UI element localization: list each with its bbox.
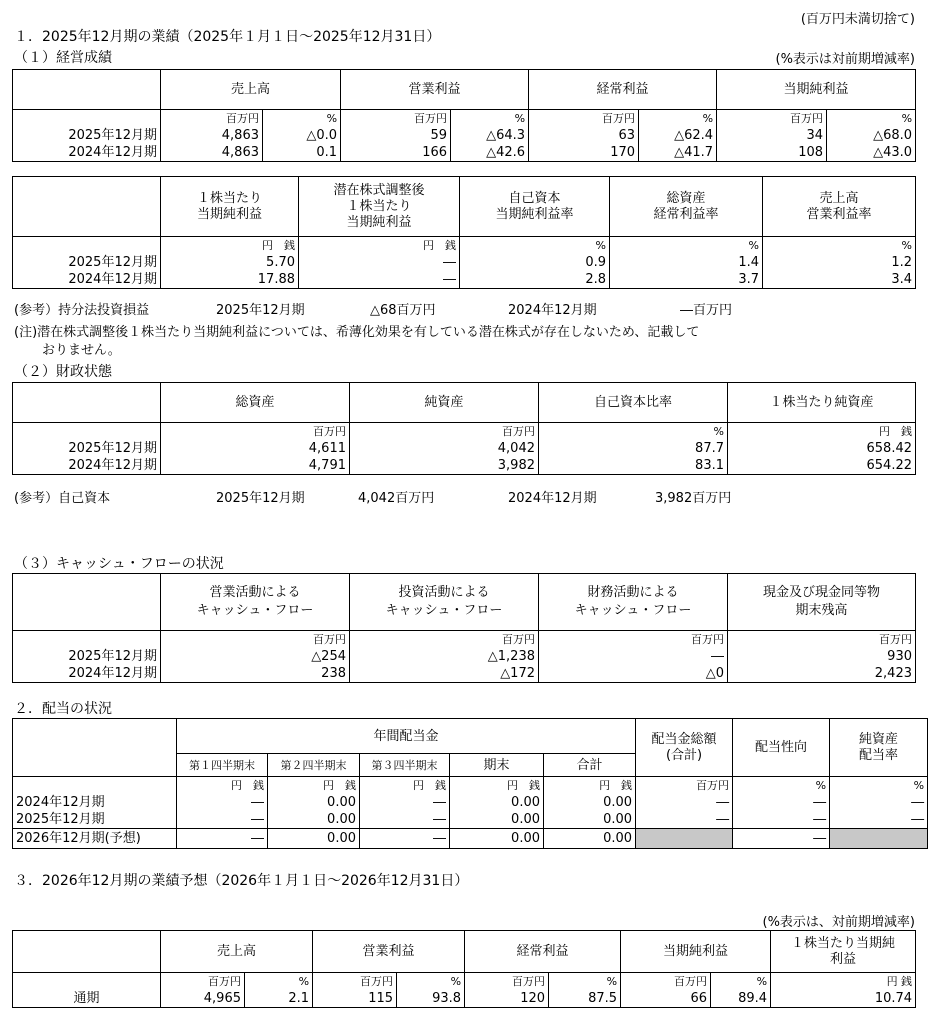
row-label: 2024年12月期: [13, 271, 161, 289]
header-blank: [13, 70, 161, 110]
unit: %: [733, 777, 830, 795]
cell: ―: [733, 811, 830, 829]
financial-position-table: [12, 382, 916, 475]
cell: △1,238: [350, 648, 539, 665]
row-label: 2026年12月期(予想): [13, 829, 177, 849]
header-operating-income: 営業利益: [341, 70, 529, 110]
header-diluted-eps: 潜在株式調整後 １株当たり 当期純利益: [299, 177, 460, 237]
header-investing-cf: 投資活動による キャッシュ・フロー: [350, 574, 539, 631]
row-label: 2024年12月期: [13, 144, 161, 162]
cell: 0.00: [544, 811, 636, 829]
forecast-table: [12, 930, 916, 1008]
cell: 0.00: [268, 829, 360, 849]
cell: 4,611: [161, 440, 350, 457]
section-1-1-title: （１）経営成績: [14, 50, 112, 66]
row-label: 2025年12月期: [13, 127, 161, 144]
header-q1: 第１四半期末: [177, 754, 268, 777]
ref-equity-period2: 2024年12月期: [508, 491, 597, 506]
cell: 17.88: [161, 271, 299, 289]
header-annual-dividend: 年間配当金: [177, 719, 636, 754]
header-total-dividend: 配当金総額 (合計): [636, 719, 733, 777]
cell: △62.4: [639, 127, 717, 144]
cash-flow-table: [12, 573, 916, 683]
cell: 0.00: [450, 829, 544, 849]
row-label: 2025年12月期: [13, 440, 161, 457]
header-net-assets: 純資産: [350, 383, 539, 423]
cell: 34: [717, 127, 827, 144]
header-operating-income: 営業利益: [313, 931, 465, 973]
header-dividend-on-equity: 純資産 配当率: [830, 719, 928, 777]
cell: △254: [161, 648, 350, 665]
cell: ―: [299, 271, 460, 289]
unit: 百万円: [350, 631, 539, 649]
cell: ―: [830, 794, 928, 811]
section-3-note: (%表示は、対前期増減率): [762, 915, 915, 930]
cell: 170: [529, 144, 639, 162]
header-payout-ratio: 配当性向: [733, 719, 830, 777]
table-row: [13, 440, 916, 457]
cell: ―: [539, 648, 728, 665]
row-label: 2024年12月期: [13, 457, 161, 475]
unit: 百万円: [728, 631, 916, 649]
cell: △64.3: [451, 127, 529, 144]
cell: 0.1: [263, 144, 341, 162]
dividend-table: [12, 718, 928, 849]
cell: 4,863: [161, 144, 263, 162]
cell: 115: [313, 990, 397, 1008]
note-line-2: おりません。: [42, 343, 121, 358]
unit: %: [263, 110, 341, 128]
cell: ―: [177, 811, 268, 829]
note-line-1: (注)潜在株式調整後１株当たり当期純利益については、希薄化効果を有している潜在株式が存在しないため、記載して: [14, 325, 700, 340]
unit: 百万円: [636, 777, 733, 795]
unit: %: [827, 110, 916, 128]
header-operating-cf: 営業活動による キャッシュ・フロー: [161, 574, 350, 631]
cell: 87.5: [549, 990, 621, 1008]
cell: 93.8: [397, 990, 465, 1008]
cell: ―: [177, 794, 268, 811]
header-op-margin: 売上高 営業利益率: [763, 177, 916, 237]
unit: 百万円: [161, 631, 350, 649]
cell: △172: [350, 665, 539, 683]
ref-equity-method-period2: 2024年12月期: [508, 303, 597, 318]
unit: 百万円: [350, 423, 539, 441]
section-1-1-note: (%表示は対前期増減率): [775, 52, 915, 67]
unit: %: [830, 777, 928, 795]
header-year-end: 期末: [450, 754, 544, 777]
cell: △68.0: [827, 127, 916, 144]
unit: 円 銭: [299, 237, 460, 255]
unit: 円 銭: [161, 237, 299, 255]
table-row: [13, 144, 916, 162]
cell: 2,423: [728, 665, 916, 683]
cell: 2.1: [245, 990, 313, 1008]
cell: 3,982: [350, 457, 539, 475]
cell: 0.00: [450, 794, 544, 811]
header-total-assets: 総資産: [161, 383, 350, 423]
unit: 円 銭: [450, 777, 544, 795]
cell: 0.00: [450, 811, 544, 829]
cell: ―: [636, 794, 733, 811]
cell: 658.42: [728, 440, 916, 457]
cell: 4,965: [161, 990, 245, 1008]
header-q2: 第２四半期末: [268, 754, 360, 777]
cell: △42.6: [451, 144, 529, 162]
header-net-income: 当期純利益: [717, 70, 916, 110]
cell: ―: [733, 794, 830, 811]
ref-equity-method-value2: ―百万円: [680, 303, 733, 318]
unit: 百万円: [539, 631, 728, 649]
cell: 66: [621, 990, 711, 1008]
cell: 2.8: [460, 271, 610, 289]
cell: △43.0: [827, 144, 916, 162]
cell: 0.00: [544, 829, 636, 849]
table-row: [13, 254, 916, 271]
cell: ―: [177, 829, 268, 849]
unit: %: [460, 237, 610, 255]
header-total: 合計: [544, 754, 636, 777]
cell: 10.74: [771, 990, 916, 1008]
cell: 1.2: [763, 254, 916, 271]
ref-equity-method-value1: △68百万円: [370, 303, 436, 318]
unit: 円 銭: [728, 423, 916, 441]
header-net-income: 当期純利益: [621, 931, 771, 973]
unit: 円 銭: [544, 777, 636, 795]
section-1-2-title: （２）財政状態: [14, 364, 112, 380]
cell: 3.4: [763, 271, 916, 289]
cell: 0.00: [268, 794, 360, 811]
cell: 4,791: [161, 457, 350, 475]
section-2-title: ２．配当の状況: [14, 701, 112, 717]
cell: ―: [299, 254, 460, 271]
cell: 4,042: [350, 440, 539, 457]
cell: 120: [465, 990, 549, 1008]
ref-equity-method-label: (参考）持分法投資損益: [14, 303, 150, 318]
ref-equity-value2: 3,982百万円: [655, 491, 732, 506]
cell: 87.7: [539, 440, 728, 457]
header-roe: 自己資本 当期純利益率: [460, 177, 610, 237]
cell: 1.4: [610, 254, 763, 271]
ref-equity-label: (参考）自己資本: [14, 491, 111, 506]
unit: 百万円: [313, 973, 397, 991]
unit: 百万円: [161, 110, 263, 128]
unit: %: [245, 973, 313, 991]
unit-note: (百万円未満切捨て): [800, 12, 915, 27]
cell: 5.70: [161, 254, 299, 271]
cell: 59: [341, 127, 451, 144]
header-roa: 総資産 経常利益率: [610, 177, 763, 237]
unit: 円 銭: [268, 777, 360, 795]
header-cash-balance: 現金及び現金同等物 期末残高: [728, 574, 916, 631]
unit: %: [549, 973, 621, 991]
ref-equity-value1: 4,042百万円: [358, 491, 435, 506]
per-share-table: [12, 176, 916, 289]
row-label: 2025年12月期: [13, 648, 161, 665]
unit: %: [763, 237, 916, 255]
row-label: 通期: [13, 990, 161, 1008]
table-row: [13, 457, 916, 475]
header-sales: 売上高: [161, 70, 341, 110]
cell: 166: [341, 144, 451, 162]
cell: ―: [636, 811, 733, 829]
cell: 238: [161, 665, 350, 683]
row-label: 2024年12月期: [13, 794, 177, 811]
cell-shaded: [636, 829, 733, 849]
ref-equity-period1: 2025年12月期: [216, 491, 305, 506]
cell: 654.22: [728, 457, 916, 475]
unit: %: [711, 973, 771, 991]
unit: 百万円: [161, 423, 350, 441]
cell: 63: [529, 127, 639, 144]
table-row: [13, 665, 916, 683]
cell: 930: [728, 648, 916, 665]
table-row: [13, 811, 928, 829]
cell: 0.00: [268, 811, 360, 829]
table-row: [13, 648, 916, 665]
header-q3: 第３四半期末: [360, 754, 450, 777]
cell: △0: [539, 665, 728, 683]
cell: △41.7: [639, 144, 717, 162]
unit: 円 銭: [360, 777, 450, 795]
header-bps: １株当たり純資産: [728, 383, 916, 423]
unit: 百万円: [465, 973, 549, 991]
header-sales: 売上高: [161, 931, 313, 973]
cell: 108: [717, 144, 827, 162]
table-row: [13, 794, 928, 811]
header-equity-ratio: 自己資本比率: [539, 383, 728, 423]
unit: 円 銭: [771, 973, 916, 991]
cell: 3.7: [610, 271, 763, 289]
unit: 百万円: [621, 973, 711, 991]
unit: 百万円: [717, 110, 827, 128]
table-row: [13, 127, 916, 144]
cell: ―: [830, 811, 928, 829]
unit: 百万円: [161, 973, 245, 991]
header-ordinary-income: 経常利益: [465, 931, 621, 973]
cell: △0.0: [263, 127, 341, 144]
table-row: [13, 271, 916, 289]
header-ordinary-income: 経常利益: [529, 70, 717, 110]
section-3-title: ３．2026年12月期の業績予想（2026年１月１日～2026年12月31日）: [14, 873, 469, 889]
unit: %: [397, 973, 465, 991]
unit: 百万円: [529, 110, 639, 128]
row-label: 2024年12月期: [13, 665, 161, 683]
row-label: 2025年12月期: [13, 254, 161, 271]
cell: 0.00: [544, 794, 636, 811]
table-row: [13, 829, 928, 849]
unit: %: [451, 110, 529, 128]
row-label: 2025年12月期: [13, 811, 177, 829]
cell: 83.1: [539, 457, 728, 475]
cell: 0.9: [460, 254, 610, 271]
cell: ―: [360, 829, 450, 849]
unit: 百万円: [341, 110, 451, 128]
cell-shaded: [830, 829, 928, 849]
cell: 89.4: [711, 990, 771, 1008]
cell: 4,863: [161, 127, 263, 144]
cell: ―: [360, 794, 450, 811]
cell: ―: [360, 811, 450, 829]
unit: %: [539, 423, 728, 441]
section-1-3-title: （３）キャッシュ・フローの状況: [14, 556, 224, 572]
header-financing-cf: 財務活動による キャッシュ・フロー: [539, 574, 728, 631]
unit: %: [639, 110, 717, 128]
operating-results-table: [12, 69, 916, 162]
header-eps: １株当たり当期純 利益: [771, 931, 916, 973]
unit: %: [610, 237, 763, 255]
header-eps: １株当たり 当期純利益: [161, 177, 299, 237]
table-row: [13, 990, 916, 1008]
ref-equity-method-period1: 2025年12月期: [216, 303, 305, 318]
cell: ―: [733, 829, 830, 849]
section-1-title: １．2025年12月期の業績（2025年１月１日～2025年12月31日）: [14, 29, 441, 45]
unit: 円 銭: [177, 777, 268, 795]
